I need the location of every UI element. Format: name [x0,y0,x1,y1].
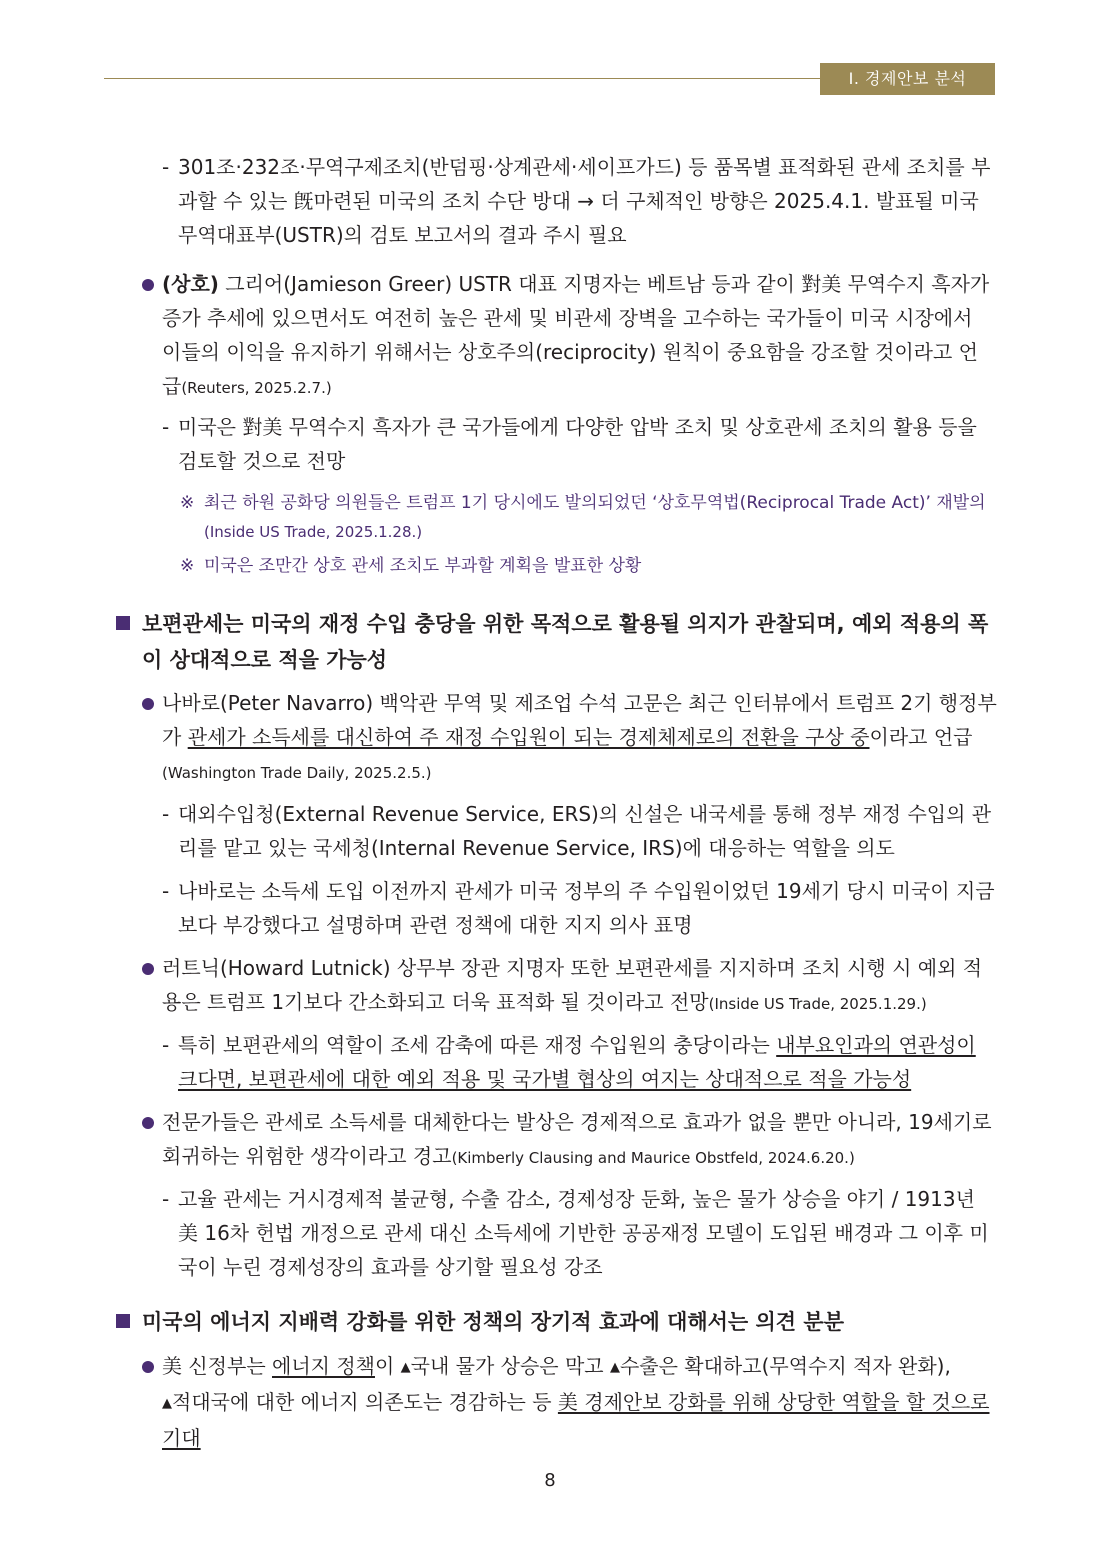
bullet-item: 나바로(Peter Navarro) 백악관 무역 및 제조업 수석 고문은 최근 인터뷰에서 트럼프 2기 행정부가 관세가 소득세를 대신하여 주 재정 수입원이 되는 경제체제로의 전환을 구상 중이라고 언급 (Washington Trade Daily, 2025.2.5.) [142,686,997,790]
bullet-dot-icon [142,279,154,291]
triangle-bullet-icon: ▲ [609,1360,620,1375]
section-tag: Ⅰ. 경제안보 분석 [820,63,995,95]
dash-item: - 고율 관세는 거시경제적 불균형, 수출 감소, 경제성장 둔화, 높은 물가 상승을 야기 / 1913년 美 16차 헌법 개정으로 관세 대신 소득세에 기반한 공공재정 모델이 도입된 배경과 그 이후 미국이 누린 경제성장의 효과를 상기할 필요성 강조 [162,1187,989,1279]
section-heading: 보편관세는 미국의 재정 수입 충당을 위한 목적으로 활용될 의지가 관찰되며, 예외 적용의 폭이 상대적으로 적을 가능성 [116,606,996,678]
bullet-item: 러트닉(Howard Lutnick) 상무부 장관 지명자 또한 보편관세를 지지하며 조치 시행 시 예외 적용은 트럼프 1기보다 간소화되고 더욱 표적화 될 것이라고 전망(Inside US Trade, 2025.1.29.) [142,951,997,1021]
dash-item: - 특히 보편관세의 역할이 조세 감축에 따른 재정 수입원의 충당이라는 내부요인과의 연관성이 크다면, 보편관세에 대한 예외 적용 및 국가별 협상의 여지는 상대적으로 적을 가능성 [162,1033,976,1091]
square-bullet-icon [116,616,130,630]
note-item: ※ 미국은 조만간 상호 관세 조치도 부과할 계획을 발표한 상황 [180,556,642,576]
square-bullet-icon [116,1314,130,1328]
dash-item: - 301조·232조·무역구제조치(반덤핑·상계관세·세이프가드) 등 품목별 표적화된 관세 조치를 부과할 수 있는 旣마련된 미국의 조치 수단 방대 → 더 구체적인 방향은 2025.4.1. 발표될 미국무역대표부(USTR)의 검토 보고서의 결과 주시 필요 [162,155,991,247]
page-number: 8 [544,1470,556,1491]
bullet-item: 전문가들은 관세로 소득세를 대체한다는 발상은 경제적으로 효과가 없을 뿐만 아니라, 19세기로 회귀하는 위험한 생각이라고 경고(Kimberly Clausing and Maurice Obstfeld, 2024.6.20.) [142,1105,997,1175]
dash-item: - 미국은 對美 무역수지 흑자가 큰 국가들에게 다양한 압박 조치 및 상호관세 조치의 활용 등을 검토할 것으로 전망 [162,415,977,473]
note-item: ※ 최근 하원 공화당 의원들은 트럼프 1기 당시에도 발의되었던 ‘상호무역법(Reciprocal Trade Act)’ 재발의 (Inside US Trade, 2025.1.28.) [180,493,986,541]
bullet-dot-icon [142,1361,154,1373]
header-rule [104,78,820,79]
triangle-bullet-icon: ▲ [162,1396,172,1411]
dash-item: - 나바로는 소득세 도입 이전까지 관세가 미국 정부의 주 수입원이었던 19세기 당시 미국이 지금보다 부강했다고 설명하며 관련 정책에 대한 지지 의사 표명 [162,879,995,937]
dash-item: - 대외수입청(External Revenue Service, ERS)의 신설은 내국세를 통해 정부 재정 수입의 관리를 맡고 있는 국세청(Internal Revenue Service, IRS)에 대응하는 역할을 의도 [162,802,992,860]
bullet-item: 美 신정부는 에너지 정책이 ▲국내 물가 상승은 막고 ▲수출은 확대하고(무역수지 적자 완화), ▲적대국에 대한 에너지 의존도는 경감하는 등 美 경제안보 강화를 위해 상당한 역할을 할 것으로 기대 [142,1349,997,1455]
bullet-dot-icon [142,1117,154,1129]
section-heading: 미국의 에너지 지배력 강화를 위한 정책의 장기적 효과에 대해서는 의견 분분 [116,1304,996,1340]
bullet-dot-icon [142,963,154,975]
triangle-bullet-icon: ▲ [400,1360,411,1375]
bullet-item: (상호) 그리어(Jamieson Greer) USTR 대표 지명자는 베트남 등과 같이 對美 무역수지 흑자가 증가 추세에 있으면서도 여전히 높은 관세 및 비관세 장벽을 고수하는 국가들이 미국 시장에서 이들의 이익을 유지하기 위해서는 상호주의(reciprocity) 원칙이 중요함을 강조할 것이라고 언급(Reuters, 2025.2.7.) [142,267,997,405]
bullet-dot-icon [142,698,154,710]
